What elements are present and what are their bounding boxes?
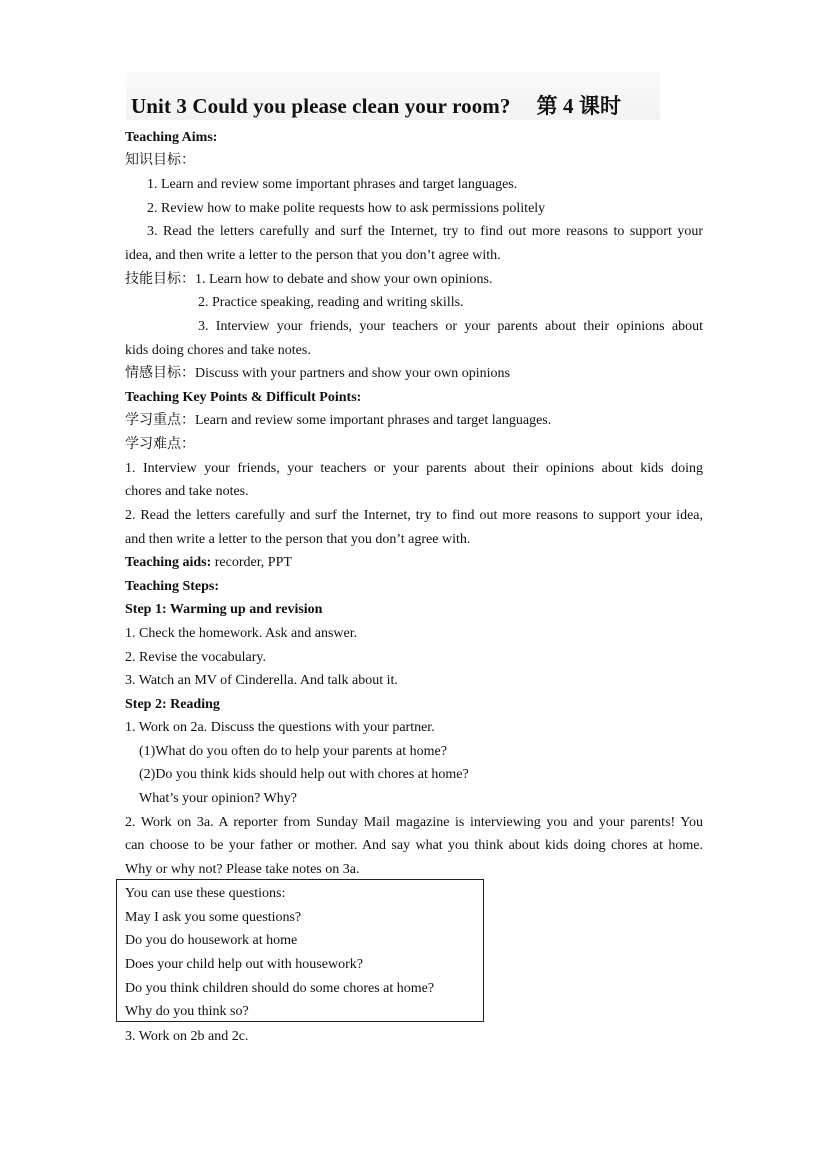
document-title <box>131 90 621 120</box>
step2-item-3: 3. Work on 2b and 2c. <box>125 1029 249 1044</box>
difficult-item-1: 1. Interview your friends, your teachers or your parents about their opinions about kids doing <box>125 461 703 476</box>
skill-item-3-cont: kids doing chores and take notes. <box>125 343 311 358</box>
step1-item-2: 2. Revise the vocabulary. <box>125 650 266 665</box>
step1-item-1: 1. Check the homework. Ask and answer. <box>125 626 358 641</box>
knowledge-item-2: 2. Review how to make polite requests how to ask permissions politely <box>147 201 546 216</box>
key-points-heading: Teaching Key Points & Difficult Points: <box>125 390 362 405</box>
key-point-row <box>125 413 703 429</box>
difficult-item-2: 2. Read the letters carefully and surf the Internet, try to find out more reasons to support your idea, <box>125 508 703 523</box>
skill-label: 技能目标： <box>125 272 195 287</box>
knowledge-item-3: 3. Read the letters carefully and surf the Internet, try to find out more reasons to support your <box>147 224 703 239</box>
step2-item-2-end: Why or why not? Please take notes on 3a. <box>125 862 360 877</box>
step2-item-1: 1. Work on 2a. Discuss the questions with your partner. <box>125 720 435 735</box>
box-line-2: May I ask you some questions? <box>125 910 302 925</box>
step2-sub-1: (1)What do you often do to help your parents at home? <box>139 744 447 759</box>
teaching-steps-heading: Teaching Steps: <box>125 579 220 594</box>
knowledge-item-1: 1. Learn and review some important phrases and target languages. <box>147 177 518 192</box>
box-line-5: Do you think children should do some chores at home? <box>125 981 435 996</box>
box-line-3: Do you do housework at home <box>125 933 298 948</box>
step2-item-2-cont: can choose to be your father or mother. And say what you think about kids doing chores at home. <box>125 838 703 853</box>
step2-heading: Step 2: Reading <box>125 697 220 712</box>
teaching-aids-label: Teaching aids: <box>125 555 212 570</box>
box-line-1: You can use these questions: <box>125 886 286 901</box>
emotion-label: 情感目标： <box>125 366 195 381</box>
step2-item-2: 2. Work on 3a. A reporter from Sunday Mail magazine is interviewing you and your parents! You <box>125 815 703 830</box>
title-text: Unit 3 Could you please clean your room? <box>131 94 511 118</box>
step2-sub-3: What’s your opinion? Why? <box>139 791 297 806</box>
teaching-aids-value: recorder, PPT <box>211 555 292 570</box>
skill-item-1: 1. Learn how to debate and show your own opinions. <box>195 272 493 287</box>
teaching-aids-row <box>125 555 703 571</box>
emotion-row <box>125 366 703 382</box>
step2-sub-2: (2)Do you think kids should help out with chores at home? <box>139 767 469 782</box>
key-point-text: Learn and review some important phrases and target languages. <box>195 413 552 428</box>
box-line-6: Why do you think so? <box>125 1004 249 1019</box>
difficult-item-1-cont: chores and take notes. <box>125 484 249 499</box>
teaching-aims-heading: Teaching Aims: <box>125 130 218 145</box>
step1-item-3: 3. Watch an MV of Cinderella. And talk about it. <box>125 673 398 688</box>
knowledge-item-3-cont: idea, and then write a letter to the person that you don’t agree with. <box>125 248 501 263</box>
key-point-label: 学习重点： <box>125 413 195 428</box>
step1-heading: Step 1: Warming up and revision <box>125 602 323 617</box>
knowledge-label: 知识目标： <box>125 153 195 168</box>
emotion-text: Discuss with your partners and show your own opinions <box>195 366 510 381</box>
difficult-item-2-cont: and then write a letter to the person that you don’t agree with. <box>125 532 471 547</box>
skill-item-2: 2. Practice speaking, reading and writing skills. <box>198 295 464 310</box>
lesson-number: 第 4 课时 <box>536 94 622 118</box>
skill-row-1 <box>125 272 703 288</box>
difficult-point-label: 学习难点： <box>125 437 195 452</box>
skill-item-3: 3. Interview your friends, your teachers or your parents about their opinions about <box>198 319 703 334</box>
box-line-4: Does your child help out with housework? <box>125 957 363 972</box>
